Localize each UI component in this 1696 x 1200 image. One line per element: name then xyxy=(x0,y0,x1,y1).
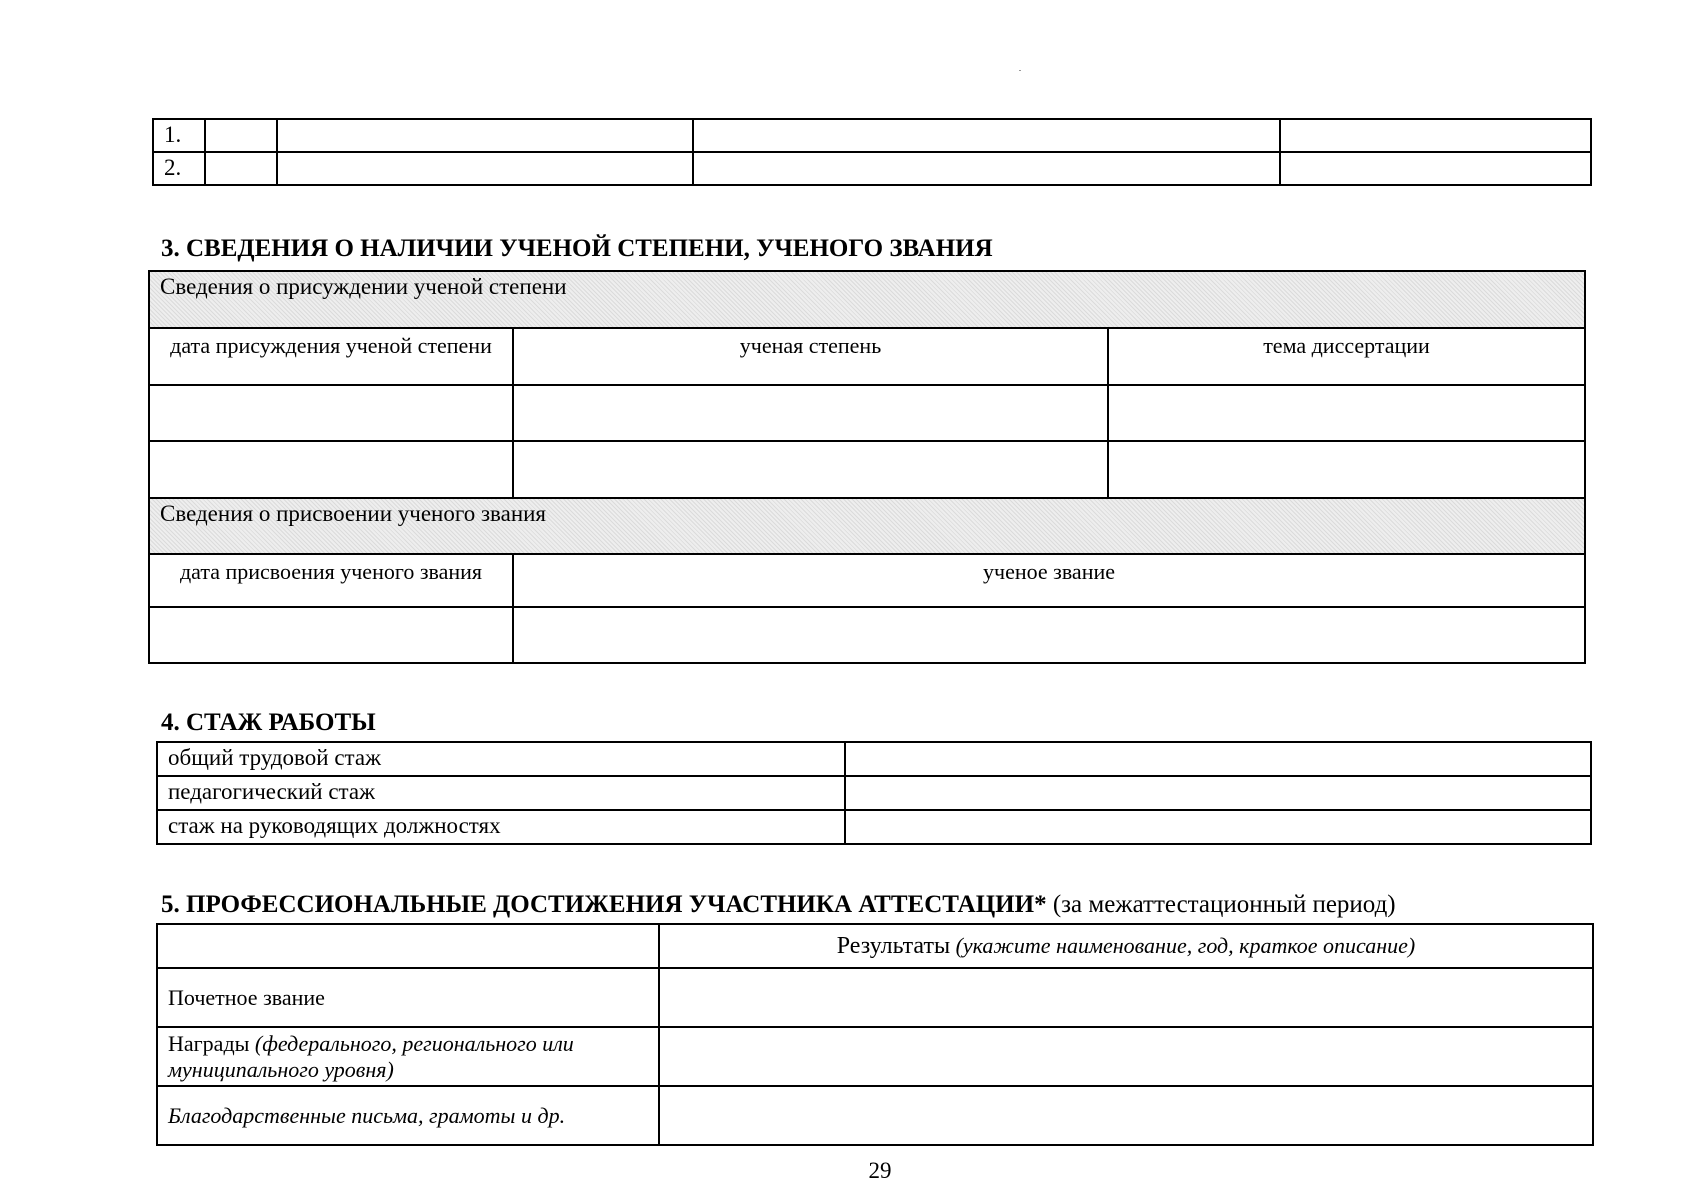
table-cell[interactable] xyxy=(659,1086,1593,1145)
degree-section-header: Сведения о присуждении ученой степени xyxy=(149,271,1585,328)
table-cell[interactable] xyxy=(513,385,1108,441)
section-5-title xyxy=(161,891,1396,919)
table-cell[interactable] xyxy=(277,119,693,152)
table-row xyxy=(149,328,1585,385)
table-cell[interactable] xyxy=(845,776,1591,810)
row-number: 1. xyxy=(153,119,205,152)
row-label: общий трудовой стаж xyxy=(157,742,845,776)
column-header: ученое звание xyxy=(513,554,1585,607)
table-cell[interactable] xyxy=(149,607,513,663)
table-row xyxy=(157,1027,1593,1086)
column-header: ученая степень xyxy=(513,328,1108,385)
table-row xyxy=(157,742,1591,776)
table-cell[interactable] xyxy=(845,810,1591,844)
table-row xyxy=(157,776,1591,810)
table-row xyxy=(149,385,1585,441)
table-row xyxy=(157,968,1593,1027)
table-cell[interactable] xyxy=(845,742,1591,776)
table-row xyxy=(157,810,1591,844)
column-header: тема диссертации xyxy=(1108,328,1585,385)
table-cell[interactable] xyxy=(1108,441,1585,498)
table-cell[interactable] xyxy=(205,152,277,185)
column-header: дата присуждения ученой степени xyxy=(149,328,513,385)
continuation-table xyxy=(152,118,1592,186)
row-label: стаж на руководящих должностях xyxy=(157,810,845,844)
table-cell[interactable] xyxy=(693,152,1280,185)
table-row xyxy=(149,607,1585,663)
table-cell[interactable] xyxy=(277,152,693,185)
table-cell[interactable] xyxy=(1280,119,1591,152)
table-row xyxy=(149,271,1585,328)
table-row xyxy=(153,152,1591,185)
section-5-title-note: (за межаттестационный период) xyxy=(1046,891,1396,918)
scan-artifact xyxy=(1019,70,1021,71)
table-row xyxy=(157,1086,1593,1145)
results-header-note: (укажите наименование, год, краткое описание) xyxy=(950,932,1416,958)
table-cell[interactable] xyxy=(149,441,513,498)
table-row xyxy=(157,924,1593,968)
page-number: 29 xyxy=(868,1158,892,1183)
row-number: 2. xyxy=(153,152,205,185)
table-row xyxy=(149,498,1585,554)
table-cell[interactable] xyxy=(693,119,1280,152)
experience-table xyxy=(156,741,1592,845)
row-label: педагогический стаж xyxy=(157,776,845,810)
table-cell[interactable] xyxy=(1108,385,1585,441)
section-3-title: 3. СВЕДЕНИЯ О НАЛИЧИИ УЧЕНОЙ СТЕПЕНИ, УЧЕНОГО ЗВАНИЯ xyxy=(161,235,993,262)
table-cell[interactable] xyxy=(513,441,1108,498)
table-row xyxy=(149,554,1585,607)
degree-table xyxy=(148,270,1586,664)
table-cell[interactable] xyxy=(513,607,1585,663)
table-cell[interactable] xyxy=(1280,152,1591,185)
table-cell[interactable] xyxy=(659,1027,1593,1086)
results-header-label: Результаты xyxy=(836,932,951,959)
table-row xyxy=(149,441,1585,498)
table-row xyxy=(153,119,1591,152)
row-label xyxy=(157,1027,659,1086)
awards-label: Награды xyxy=(168,1030,250,1056)
awards-note: (федерального, регионального или муниципального уровня) xyxy=(168,1030,574,1082)
row-label: Почетное звание xyxy=(157,968,659,1027)
table-cell xyxy=(157,924,659,968)
table-cell[interactable] xyxy=(205,119,277,152)
column-header: дата присвоения ученого звания xyxy=(149,554,513,607)
achievements-table xyxy=(156,923,1594,1146)
table-cell[interactable] xyxy=(659,968,1593,1027)
results-header xyxy=(659,924,1593,968)
section-4-title: 4. СТАЖ РАБОТЫ xyxy=(161,709,376,736)
section-5-title-text: 5. ПРОФЕССИОНАЛЬНЫЕ ДОСТИЖЕНИЯ УЧАСТНИКА АТТЕСТАЦИИ* xyxy=(161,891,1047,918)
row-label: Благодарственные письма, грамоты и др. xyxy=(157,1086,659,1145)
table-cell[interactable] xyxy=(149,385,513,441)
title-section-header: Сведения о присвоении ученого звания xyxy=(149,498,1585,554)
